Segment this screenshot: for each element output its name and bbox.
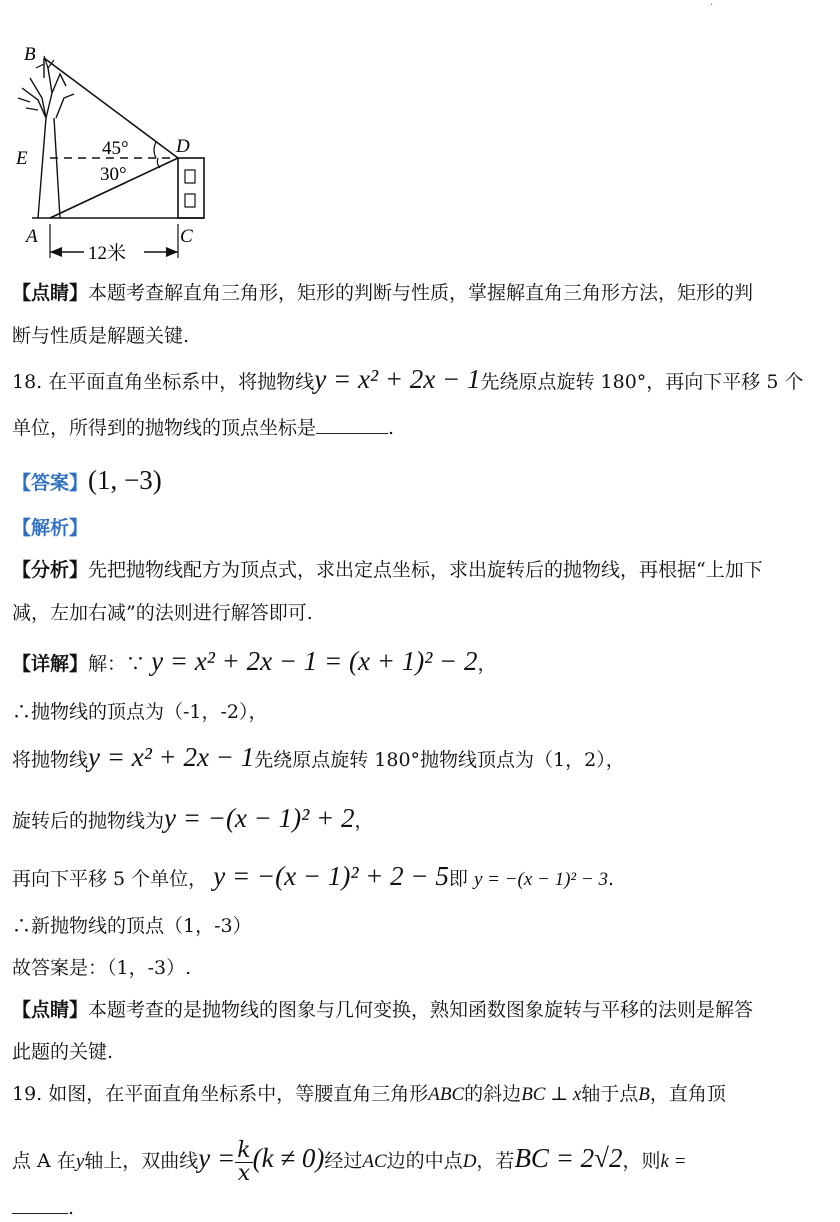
tree-icon	[22, 68, 74, 218]
prev-review-line2: 断与性质是解题关键.	[12, 325, 190, 347]
answer-line	[12, 466, 832, 497]
detail-line3: 将抛物线y = x² + 2x − 1先绕原点旋转 180°抛物线顶点为（1，2），	[12, 742, 625, 772]
label-e: E	[16, 148, 28, 169]
fenxi-line2: 减，左加右减”的法则进行解答即可.	[12, 602, 313, 624]
q19-answer-blank	[12, 1195, 68, 1214]
detail-line5: 再向下平移 5 个单位， y = −(x − 1)² + 2 − 5即 y = −(x − 1)² − 3.	[12, 861, 614, 891]
q19-line1: 19. 如图，在平面直角坐标系中，等腰直角三角形ABC的斜边BC ⊥ x轴于点B，直角顶	[12, 1083, 726, 1105]
label-d: D	[176, 136, 190, 157]
answer-value: (1, −3)	[88, 465, 162, 495]
tree-building-figure	[8, 38, 223, 268]
fenxi-line1: 【分析】先把抛物线配方为顶点式，求出定点坐标，求出旋转后的抛物线，再根据“上加下	[12, 559, 763, 581]
label-c: C	[180, 226, 193, 247]
corner-dot: ·	[710, 0, 714, 11]
q19-line2: 点 A 在y轴上，双曲线y = $\frac{k}{x}$ (k ≠ 0)经过AC边的中点D，若BC = 2√2，则k =	[12, 1137, 687, 1186]
q18-line1: 18. 在平面直角坐标系中，将抛物线y = x² + 2x − 1先绕原点旋转 180°，再向下平移 5 个	[12, 364, 804, 394]
distance-label: 12米	[88, 243, 127, 264]
detail-line6: ∴新抛物线的顶点（1，-3）	[12, 915, 252, 937]
q19-line3: .	[12, 1194, 832, 1222]
q18-line2: 单位，所得到的抛物线的顶点坐标是 .	[12, 417, 395, 439]
detail-line4: 旋转后的抛物线为y = −(x − 1)² + 2，	[12, 803, 374, 833]
detail-line2: ∴抛物线的顶点为（-1，-2），	[12, 701, 268, 723]
building	[178, 158, 204, 218]
review-line1: 【点睛】本题考查的是抛物线的图象与几何变换，熟知函数图象旋转与平移的法则是解答	[12, 999, 754, 1021]
detail-line7: 故答案是：（1，-3）.	[12, 957, 192, 979]
label-b: B	[24, 44, 36, 65]
detail-line1: 【详解】解：∵ y = x² + 2x − 1 = (x + 1)² − 2，	[12, 646, 497, 676]
angle-30: 30°	[100, 164, 127, 185]
analysis-tag: 【解析】	[12, 517, 89, 539]
review-line2: 此题的关键.	[12, 1041, 114, 1063]
fraction-k-over-x: $\frac{k}{x}$	[237, 1137, 251, 1186]
angle-45: 45°	[102, 138, 129, 159]
prev-review-line1: 【点睛】本题考查解直角三角形，矩形的判断与性质，掌握解直角三角形方法，矩形的判	[12, 282, 754, 304]
q18-expr: y = x² + 2x − 1	[314, 364, 481, 394]
review-tag: 【点睛】	[12, 282, 89, 304]
label-a: A	[26, 226, 38, 247]
answer-blank	[316, 415, 388, 434]
answer-tag: 【答案】	[12, 472, 89, 494]
